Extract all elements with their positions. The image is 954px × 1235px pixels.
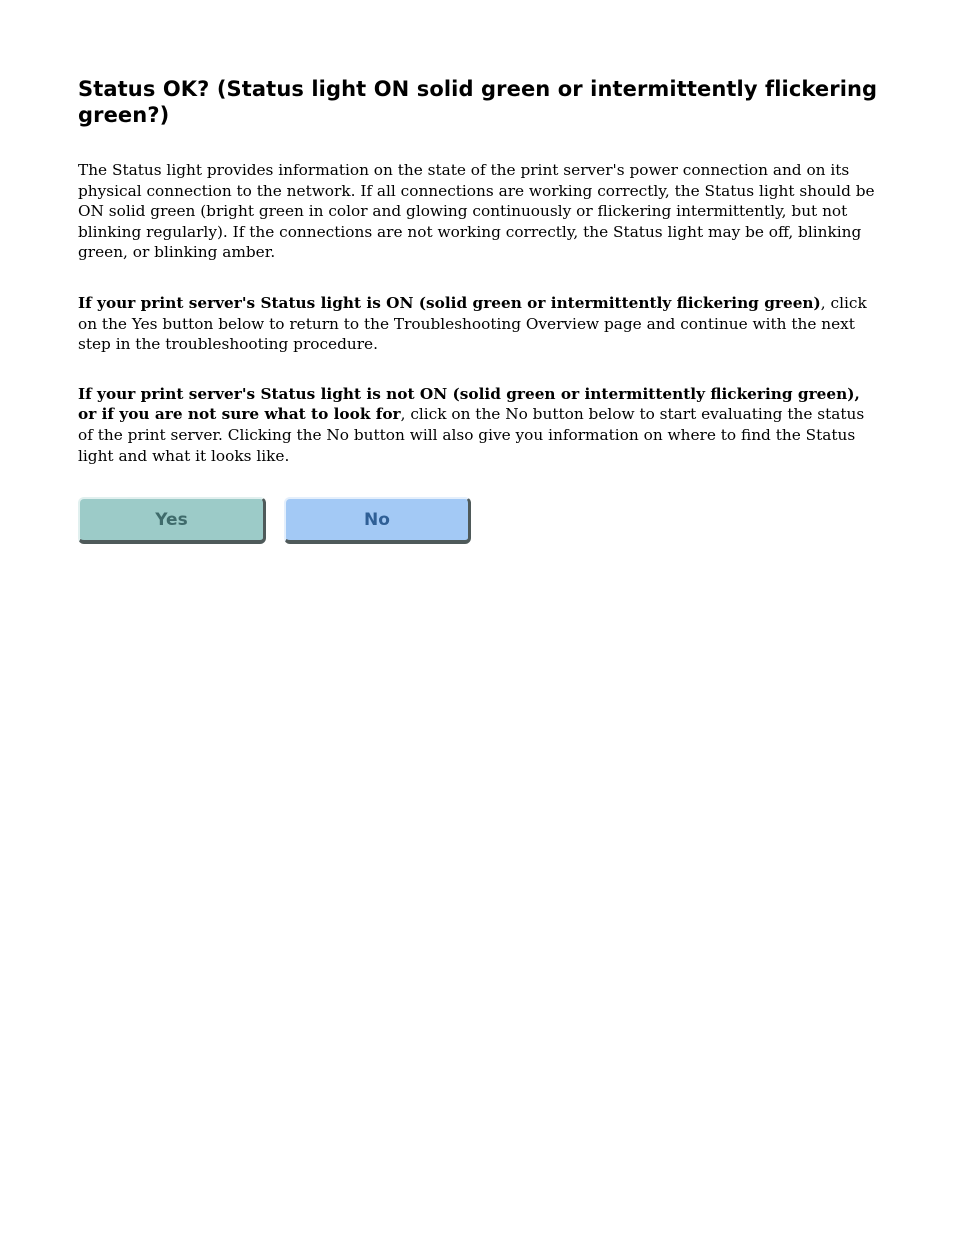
no-instructions-paragraph <box>78 384 878 466</box>
yes-button[interactable] <box>78 497 266 544</box>
no-instructions-bold: If your print server's Status light is not ON (solid green or intermittently flickering green), or if you are not sure what to look for <box>78 384 860 424</box>
page-content <box>78 76 878 544</box>
yes-instructions-paragraph <box>78 293 878 355</box>
no-button-label: No <box>364 509 390 530</box>
answer-buttons <box>78 497 878 544</box>
no-button[interactable] <box>284 497 471 544</box>
no-instructions-text: , click on the No button below to start evaluating the status of the print server. Clicking the No button will also give you information on where to find the Status light and what it looks like. <box>78 405 865 465</box>
page-title: Status OK? (Status light ON solid green or intermittently flickering green?) <box>78 77 878 127</box>
intro-paragraph: The Status light provides information on the state of the print server's power connection and on its physical connection to the network. If all connections are working correctly, the Status light should be ON solid green (bright green in color and glowing continuously or flickering intermittently, but not blinking regularly). If the connections are not working correctly, the Status light may be off, blinking green, or blinking amber. <box>78 161 875 262</box>
yes-button-label: Yes <box>155 509 188 530</box>
yes-instructions-bold: If your print server's Status light is ON (solid green or intermittently flickering green) <box>78 293 821 312</box>
yes-instructions-text: , click on the Yes button below to return to the Troubleshooting Overview page and continue with the next step in the troubleshooting procedure. <box>78 293 867 354</box>
